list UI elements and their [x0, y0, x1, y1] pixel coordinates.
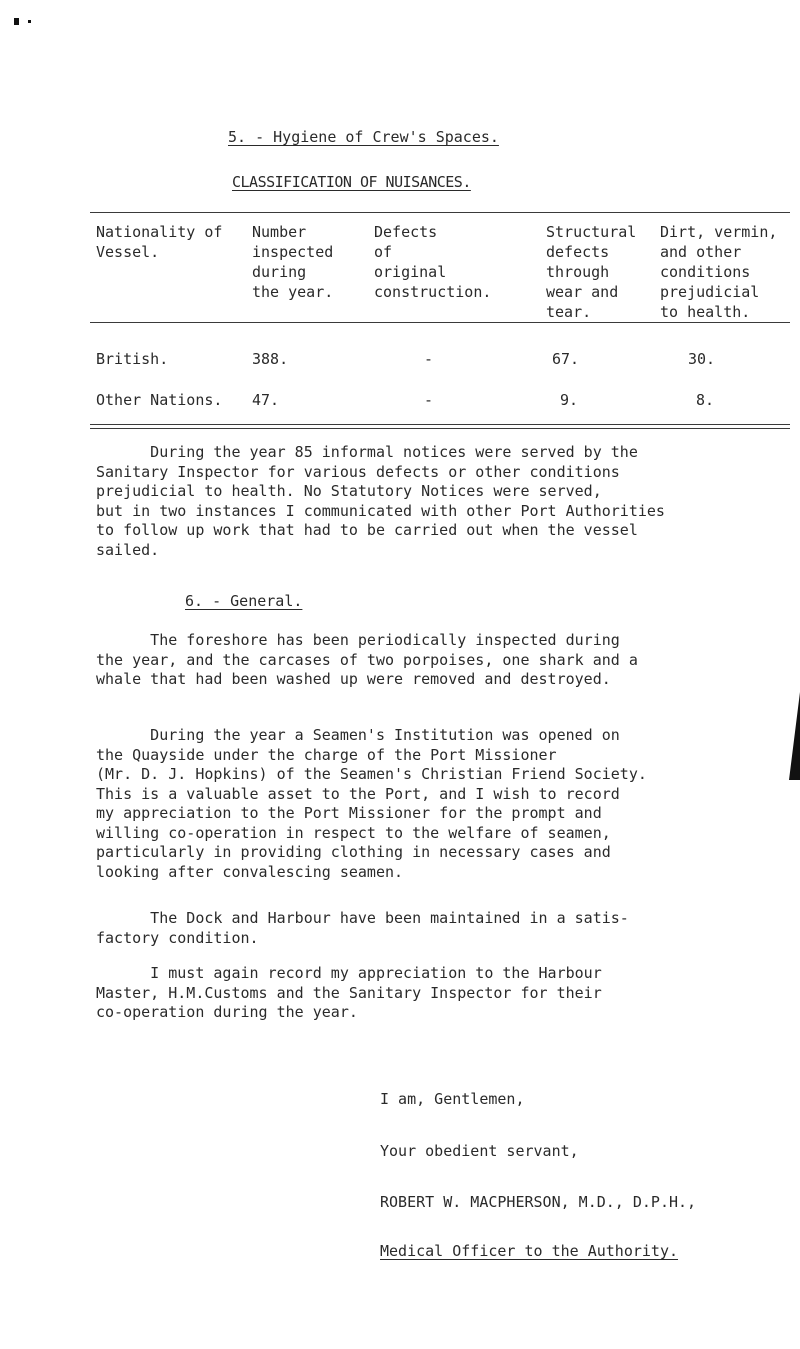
column-header-dirt: Dirt, vermin, and other conditions prejudicial to health. — [660, 223, 778, 321]
table-rule-top — [90, 212, 790, 213]
cell-structural: 9. — [560, 391, 579, 409]
valediction: Your obedient servant, — [380, 1142, 579, 1160]
general-heading: 6. - General. — [185, 592, 303, 610]
cell-nationality: Other Nations. — [96, 391, 223, 409]
scan-mark-top-left-2 — [28, 20, 31, 23]
paragraph-seamens-institution: During the year a Seamen's Institution was opened on the Quayside under the charge of the Port Missioner (Mr. D. J. Hopkins) of the Seamen's Christian Friend Society. This is a valuable asset to the Port, and I wish to record my appreciation to the Port Missioner for the prompt and willing co-operation in respect to the welfare of seamen, particularly in providing clothing in necessary cases and looking after convalescing seamen. — [96, 726, 647, 881]
cell-structural: 67. — [552, 350, 580, 368]
column-header-inspected: Number inspected during the year. — [252, 223, 334, 301]
cell-original: - — [424, 350, 434, 368]
cell-original: - — [424, 391, 434, 409]
cell-inspected: 388. — [252, 350, 289, 368]
table-rule-bottom-2 — [90, 428, 790, 429]
scan-mark-right-edge — [789, 692, 800, 780]
cell-dirt: 8. — [696, 391, 715, 409]
column-header-structural: Structural defects through wear and tear. — [546, 223, 637, 321]
column-header-original: Defects of original construction. — [374, 223, 492, 301]
paragraph-dock-harbour: The Dock and Harbour have been maintained in a satis- factory condition. — [96, 909, 629, 947]
cell-inspected: 47. — [252, 391, 280, 409]
signatory-title: Medical Officer to the Authority. — [380, 1242, 679, 1260]
paragraph-foreshore: The foreshore has been periodically inspected during the year, and the carcases of two porpoises, one shark and a whale that had been washed up were removed and destroyed. — [96, 631, 638, 688]
table-rule-header — [90, 322, 790, 323]
salutation: I am, Gentlemen, — [380, 1090, 525, 1108]
paragraph-informal-notices: During the year 85 informal notices were served by the Sanitary Inspector for various defects or other conditions prejudicial to health. No Statutory Notices were served, but in two instances I communicated with other Port Authorities to follow up work that had to be carried out when the vessel sailed. — [96, 443, 665, 559]
cell-dirt: 30. — [688, 350, 716, 368]
section-title: 5. - Hygiene of Crew's Spaces. — [228, 128, 499, 146]
scan-mark-top-left — [14, 18, 19, 25]
table-rule-bottom — [90, 424, 790, 425]
signature: ROBERT W. MACPHERSON, M.D., D.P.H., — [380, 1193, 697, 1211]
cell-nationality: British. — [96, 350, 169, 368]
subtitle: CLASSIFICATION OF NUISANCES. — [232, 173, 471, 191]
paragraph-appreciation: I must again record my appreciation to the Harbour Master, H.M.Customs and the Sanitary Inspector for their co-operation during the year. — [96, 964, 602, 1021]
column-header-nationality: Nationality of Vessel. — [96, 223, 223, 261]
